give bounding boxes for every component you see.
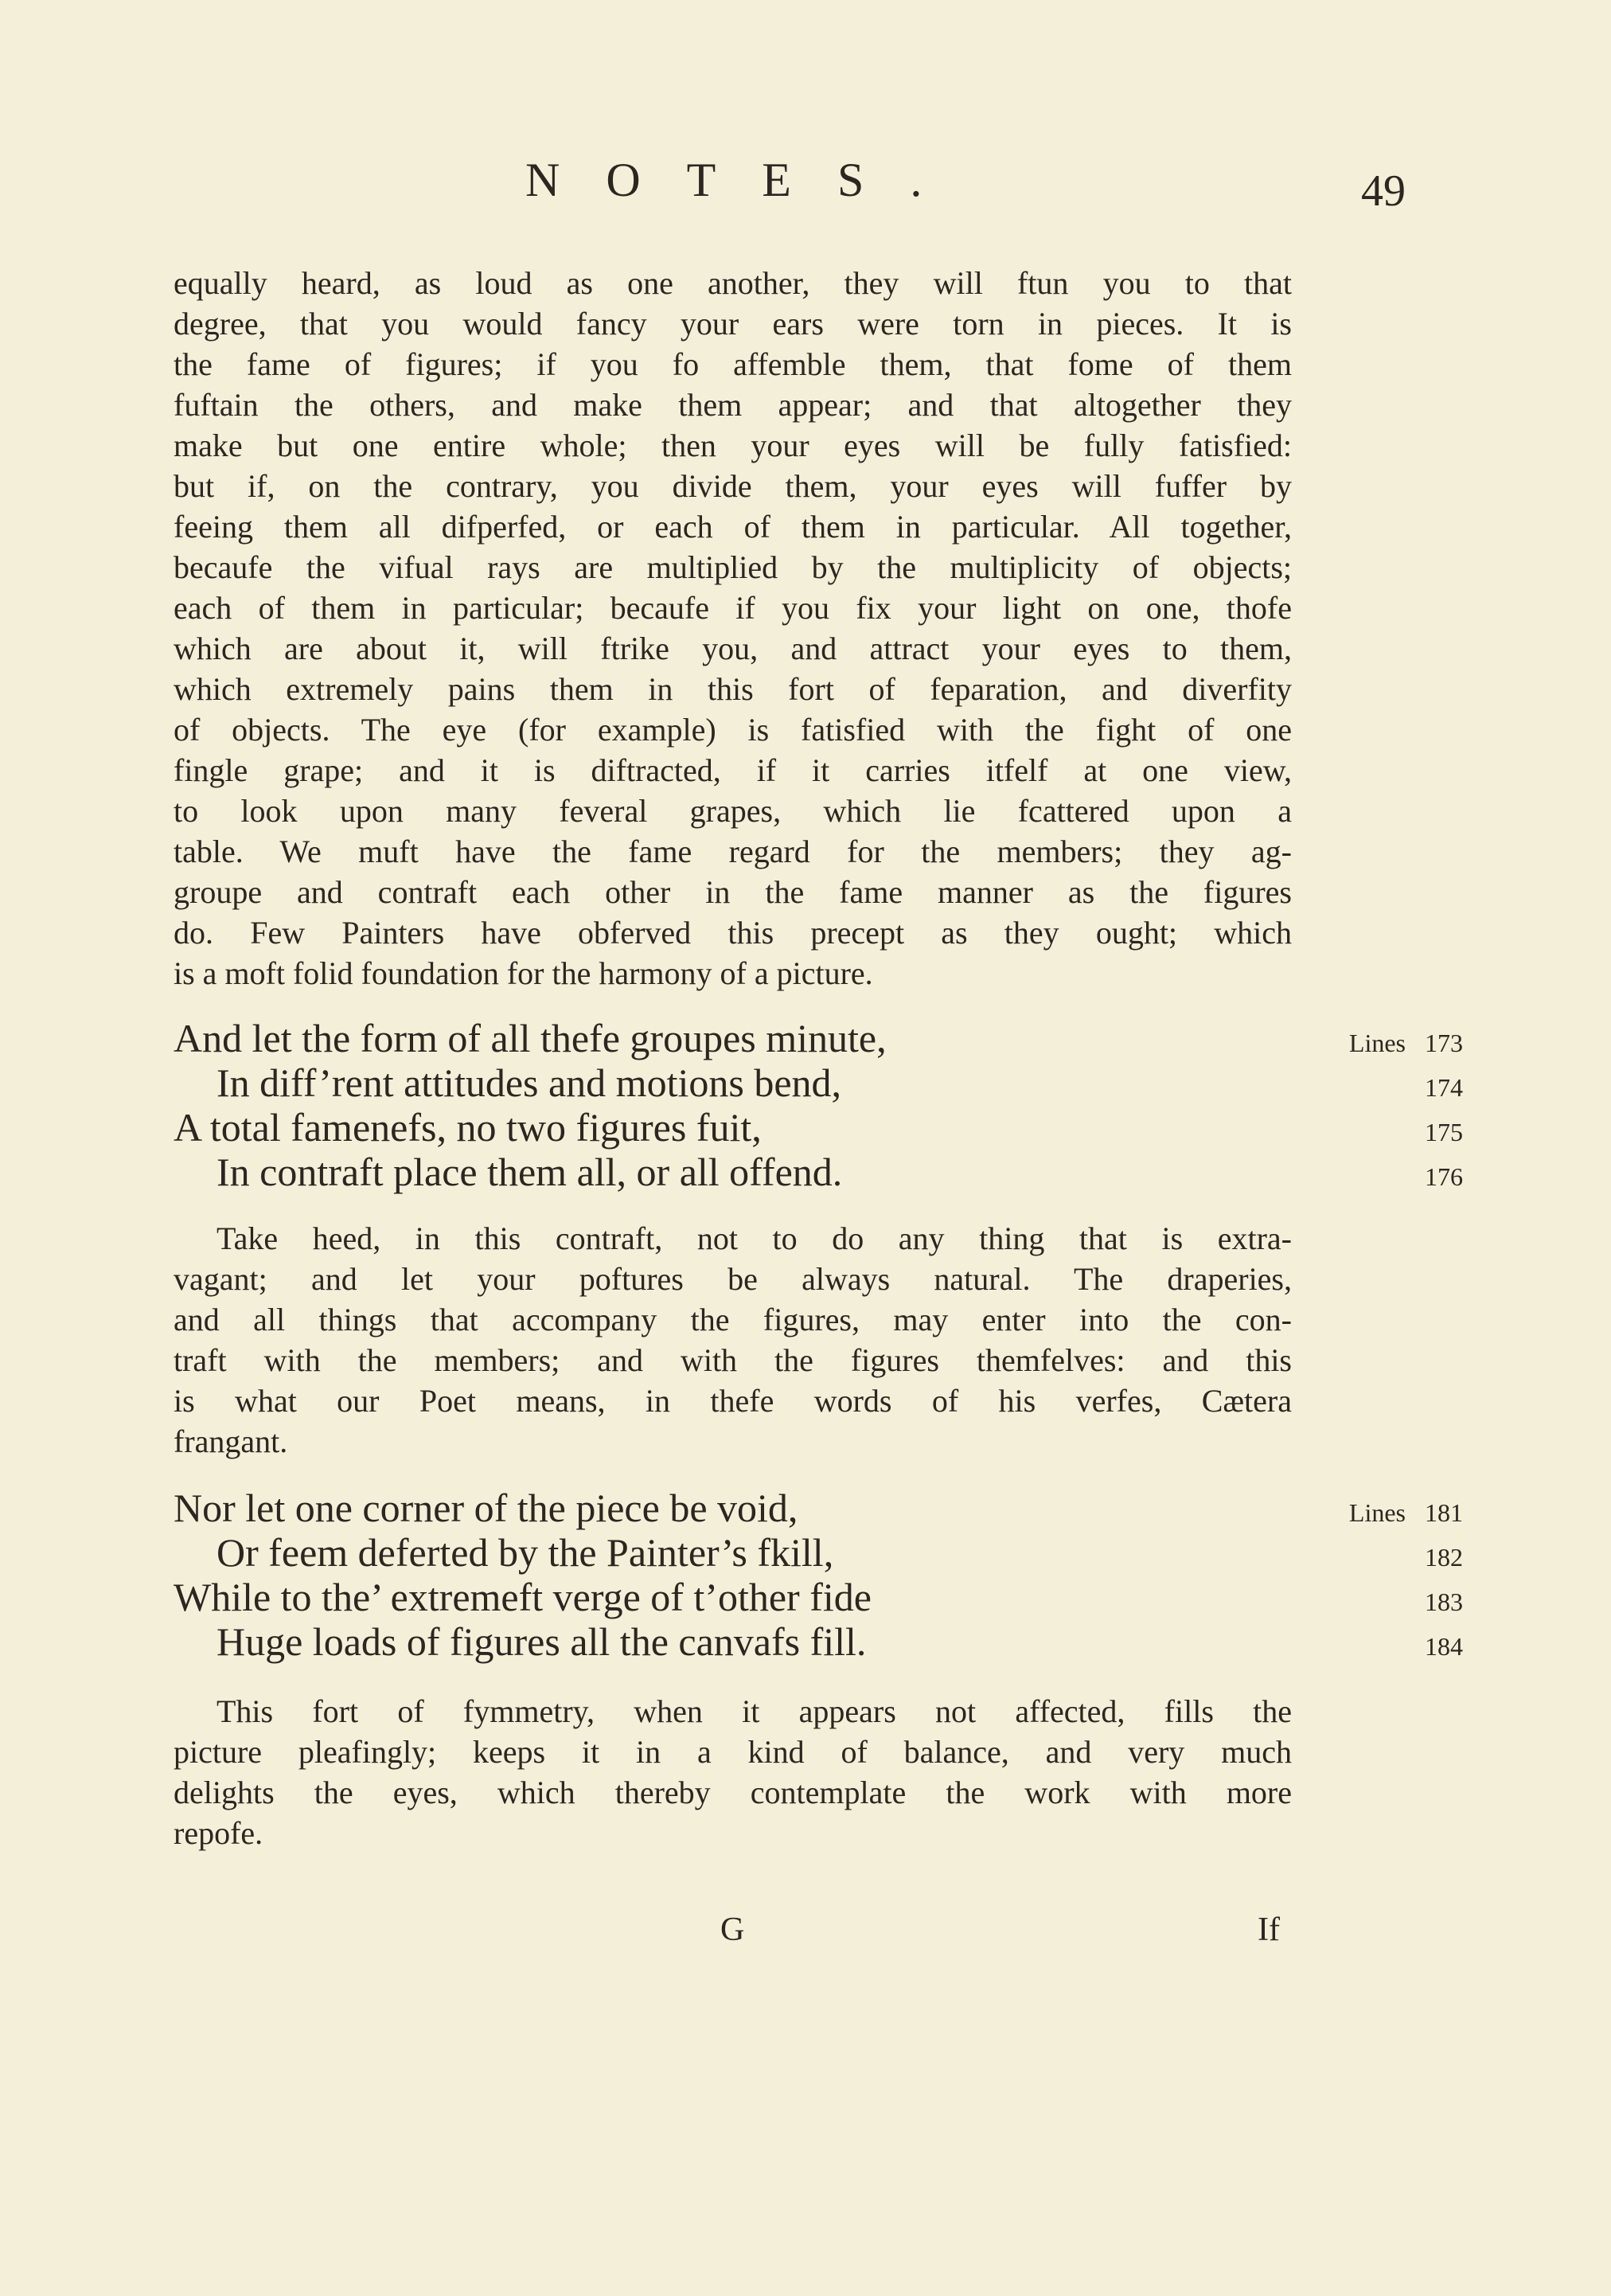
- text-line: do. Few Painters have obferved this precept as they ought; which: [174, 915, 1292, 951]
- verse-line: [174, 1150, 1463, 1194]
- line-number: 183: [1425, 1587, 1463, 1616]
- lines-label: Lines: [1348, 1498, 1406, 1527]
- verse-text: In diff’rent attitudes and motions bend,: [216, 1060, 842, 1105]
- verse-text: In contraft place them all, or all offend.: [216, 1150, 843, 1194]
- verse-line: [174, 1060, 1463, 1105]
- page-number: 49: [1361, 166, 1406, 216]
- line-number: 174: [1425, 1073, 1463, 1102]
- verse-line: [174, 1105, 1463, 1150]
- note-paragraph-2: [174, 1218, 1292, 1462]
- text-line: traft with the members; and with the figures themfelves: and this: [174, 1342, 1292, 1378]
- verse-text: Nor let one corner of the piece be void,: [174, 1486, 798, 1530]
- verse-text: Or feem deferted by the Painter’s fkill,: [216, 1530, 834, 1575]
- text-line: feeing them all difperfed, or each of them in particular. All together,: [174, 509, 1292, 545]
- lines-label: Lines: [1348, 1029, 1406, 1057]
- line-number: 182: [1425, 1543, 1463, 1572]
- text-line: delights the eyes, which thereby contemplate the work with more: [174, 1775, 1292, 1810]
- text-line: the fame of figures; if you fo affemble them, that fome of them: [174, 346, 1292, 382]
- verse-block-1: [174, 1016, 1463, 1194]
- text-line: each of them in particular; becaufe if you fix your light on one, thofe: [174, 590, 1292, 626]
- line-number: 176: [1425, 1162, 1463, 1191]
- text-line: frangant.: [174, 1423, 288, 1459]
- text-line: Take heed, in this contraft, not to do any thing that is extra-: [216, 1220, 1292, 1256]
- verse-line: [174, 1619, 1463, 1664]
- verse-block-2: [174, 1486, 1463, 1664]
- text-line: and all things that accompany the figures, may enter into the con-: [174, 1302, 1292, 1337]
- text-line: groupe and contraft each other in the fame manner as the figures: [174, 874, 1292, 910]
- text-line: make but one entire whole; then your eyes will be fully fatisfied:: [174, 428, 1292, 463]
- line-number: 181: [1425, 1498, 1463, 1527]
- text-line: This fort of fymmetry, when it appears not affected, fills the: [216, 1693, 1292, 1729]
- verse-line: [174, 1016, 1463, 1060]
- text-line: but if, on the contrary, you divide them, your eyes will fuffer by: [174, 468, 1292, 504]
- text-line: of objects. The eye (for example) is fatisfied with the fight of one: [174, 712, 1292, 748]
- text-line: which are about it, will ftrike you, and attract your eyes to them,: [174, 631, 1292, 666]
- note-paragraph-1: [174, 263, 1292, 994]
- text-line: repofe.: [174, 1815, 263, 1851]
- line-number: 184: [1425, 1632, 1463, 1661]
- text-line: to look upon many feveral grapes, which lie fcattered upon a: [174, 793, 1292, 829]
- note-paragraph-3: [174, 1691, 1292, 1853]
- text-line: degree, that you would fancy your ears were torn in pieces. It is: [174, 306, 1292, 342]
- running-head: NOTES.: [525, 154, 969, 206]
- verse-text: And let the form of all thefe groupes minute,: [174, 1016, 887, 1060]
- catchword: If: [1258, 1911, 1280, 1948]
- line-number: 175: [1425, 1118, 1463, 1146]
- text-line: fingle grape; and it is diftracted, if it carries itfelf at one view,: [174, 752, 1292, 788]
- text-line: equally heard, as loud as one another, they will ftun you to that: [174, 265, 1292, 301]
- verse-text: While to the’ extremeft verge of t’other fide: [174, 1575, 872, 1619]
- verse-line: [174, 1575, 1463, 1619]
- verse-text: A total famenefs, no two figures fuit,: [174, 1105, 762, 1150]
- text-line: which extremely pains them in this fort of feparation, and diverfity: [174, 671, 1292, 707]
- verse-text: Huge loads of figures all the canvafs fill.: [216, 1619, 867, 1664]
- verse-line: [174, 1530, 1463, 1575]
- text-line: is a moft folid foundation for the harmony of a picture.: [174, 955, 873, 991]
- text-line: picture pleafingly; keeps it in a kind of balance, and very much: [174, 1734, 1292, 1770]
- text-line: is what our Poet means, in thefe words of his verfes, Cætera: [174, 1383, 1292, 1419]
- verse-line: [174, 1486, 1463, 1530]
- text-line: fuftain the others, and make them appear; and that altogether they: [174, 387, 1292, 423]
- line-number: 173: [1425, 1029, 1463, 1057]
- text-line: table. We muft have the fame regard for the members; they ag-: [174, 834, 1292, 869]
- signature-mark: G: [720, 1911, 745, 1948]
- text-line: becaufe the vifual rays are multiplied by the multiplicity of objects;: [174, 549, 1292, 585]
- text-line: vagant; and let your poftures be always natural. The draperies,: [174, 1261, 1292, 1297]
